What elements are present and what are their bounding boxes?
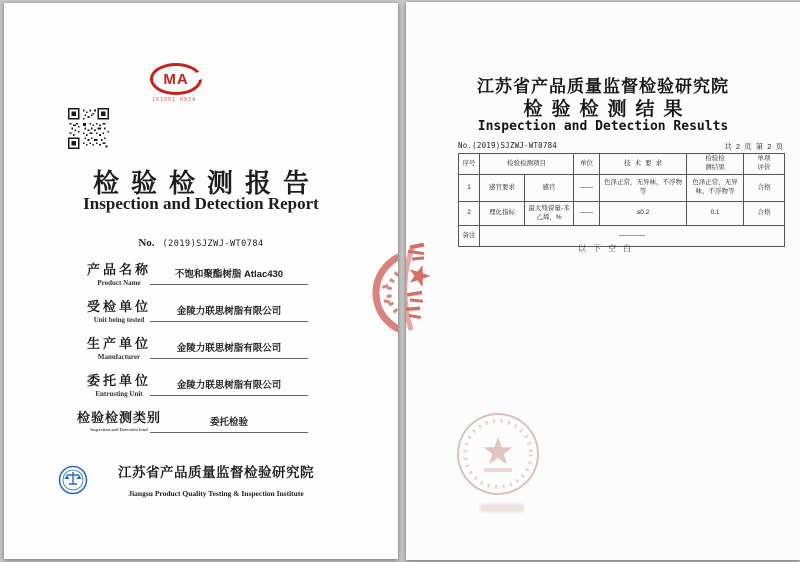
- header-item: 检验检测项目: [480, 154, 574, 175]
- cell-seq: 1: [459, 175, 480, 202]
- report-title-en: Inspection and Detection Report: [83, 194, 319, 213]
- field-value: 金陵力联思树脂有限公司: [150, 367, 308, 396]
- report-title-zh: 检验检测报告: [92, 169, 321, 198]
- field-product-name: [4, 256, 398, 293]
- table-header-row: [459, 154, 785, 175]
- field-entrusting-unit: [4, 367, 398, 404]
- cell-evaluation: 合格: [744, 175, 785, 202]
- report-fields: [4, 256, 398, 441]
- cell-category: 感官要求: [480, 175, 525, 202]
- field-label-en: Unit being tested: [93, 316, 145, 324]
- header-requirement: 技术要求: [600, 154, 687, 175]
- table-row: [459, 202, 785, 226]
- cell-result: 0.1: [687, 202, 744, 226]
- cell-unit: ——: [574, 202, 600, 226]
- report-number-label: No.: [138, 237, 155, 249]
- remark-label: 备注: [459, 226, 480, 247]
- header-unit: 单位: [574, 154, 600, 175]
- cell-result: 色泽正常，无异味、不浮物等: [687, 175, 744, 202]
- blank-below-note: 以下空白: [578, 244, 638, 253]
- report-cover-page: [4, 3, 398, 559]
- field-label-en: Inspection and Detection kind: [90, 427, 148, 432]
- field-detection-kind: [4, 404, 398, 441]
- field-unit-being-tested: [4, 293, 398, 330]
- cell-category: 理化指标: [480, 202, 525, 226]
- field-label-en: Product Name: [97, 279, 141, 287]
- results-title-zh: 检验检测结果: [523, 99, 692, 120]
- cma-cert-number: 161001 0034: [151, 97, 197, 103]
- header-evaluation: 单项 评价: [744, 154, 785, 175]
- cross-page-seal-right-half-icon: [406, 238, 442, 338]
- cma-notch: [195, 72, 203, 80]
- cell-item: 感官: [525, 175, 574, 202]
- field-value: 金陵力联思树脂有限公司: [150, 293, 308, 322]
- field-value: 不饱和聚酯树脂 Atlac430: [150, 256, 308, 285]
- results-title-en: Inspection and Detection Results: [477, 119, 729, 134]
- cma-accreditation-icon: [150, 63, 202, 95]
- field-label-en: Manufacturer: [97, 353, 141, 361]
- faint-round-stamp-icon: [450, 406, 546, 502]
- cell-seq: 2: [459, 202, 480, 226]
- header-seq: 序号: [459, 154, 480, 175]
- report-number-value: (2019)SJZWJ-WT0784: [162, 239, 264, 249]
- cell-requirement: 色泽正常，无异味、不浮物等: [600, 175, 687, 202]
- field-label-zh: 受检单位: [86, 299, 151, 314]
- field-label-zh: 委托单位: [86, 373, 151, 388]
- page-count: 共 2 页 第 2 页: [724, 142, 784, 151]
- header-result: 检验检 测结果: [687, 154, 744, 175]
- field-label-zh: 生产单位: [86, 336, 151, 351]
- cell-item: 最大残留量-苯乙烯，%: [525, 202, 574, 226]
- report-number-line: [4, 237, 398, 249]
- results-report-number: No.(2019)SJZWJ-WT0784: [458, 141, 558, 150]
- results-number-line: [458, 141, 784, 152]
- field-label-zh: 产品名称: [86, 262, 151, 277]
- institute-name-zh: 江苏省产品质量监督检验研究院: [118, 465, 314, 480]
- table-row: [459, 175, 785, 202]
- cell-unit: ——: [574, 175, 600, 202]
- field-label-zh: 检验检测类别: [76, 410, 161, 425]
- qr-code-icon: [66, 108, 111, 149]
- cma-label: MA: [163, 70, 189, 88]
- field-label-en: Entrusting Unit: [95, 390, 143, 398]
- results-page: [406, 2, 800, 560]
- cell-evaluation: 合格: [744, 202, 785, 226]
- cell-requirement: ≤0.2: [600, 202, 687, 226]
- institute-logo-icon: [58, 465, 88, 495]
- field-value: 金陵力联思树脂有限公司: [150, 330, 308, 359]
- results-institute-zh: 江苏省产品质量监督检验研究院: [477, 77, 729, 96]
- results-table: [458, 153, 785, 247]
- institute-name-en: Jiangsu Product Quality Testing & Inspection Institute: [128, 489, 304, 498]
- remark-value: ————: [480, 226, 785, 247]
- stamp-smudge: [480, 504, 524, 512]
- field-value: 委托检验: [150, 404, 308, 433]
- field-manufacturer: [4, 330, 398, 367]
